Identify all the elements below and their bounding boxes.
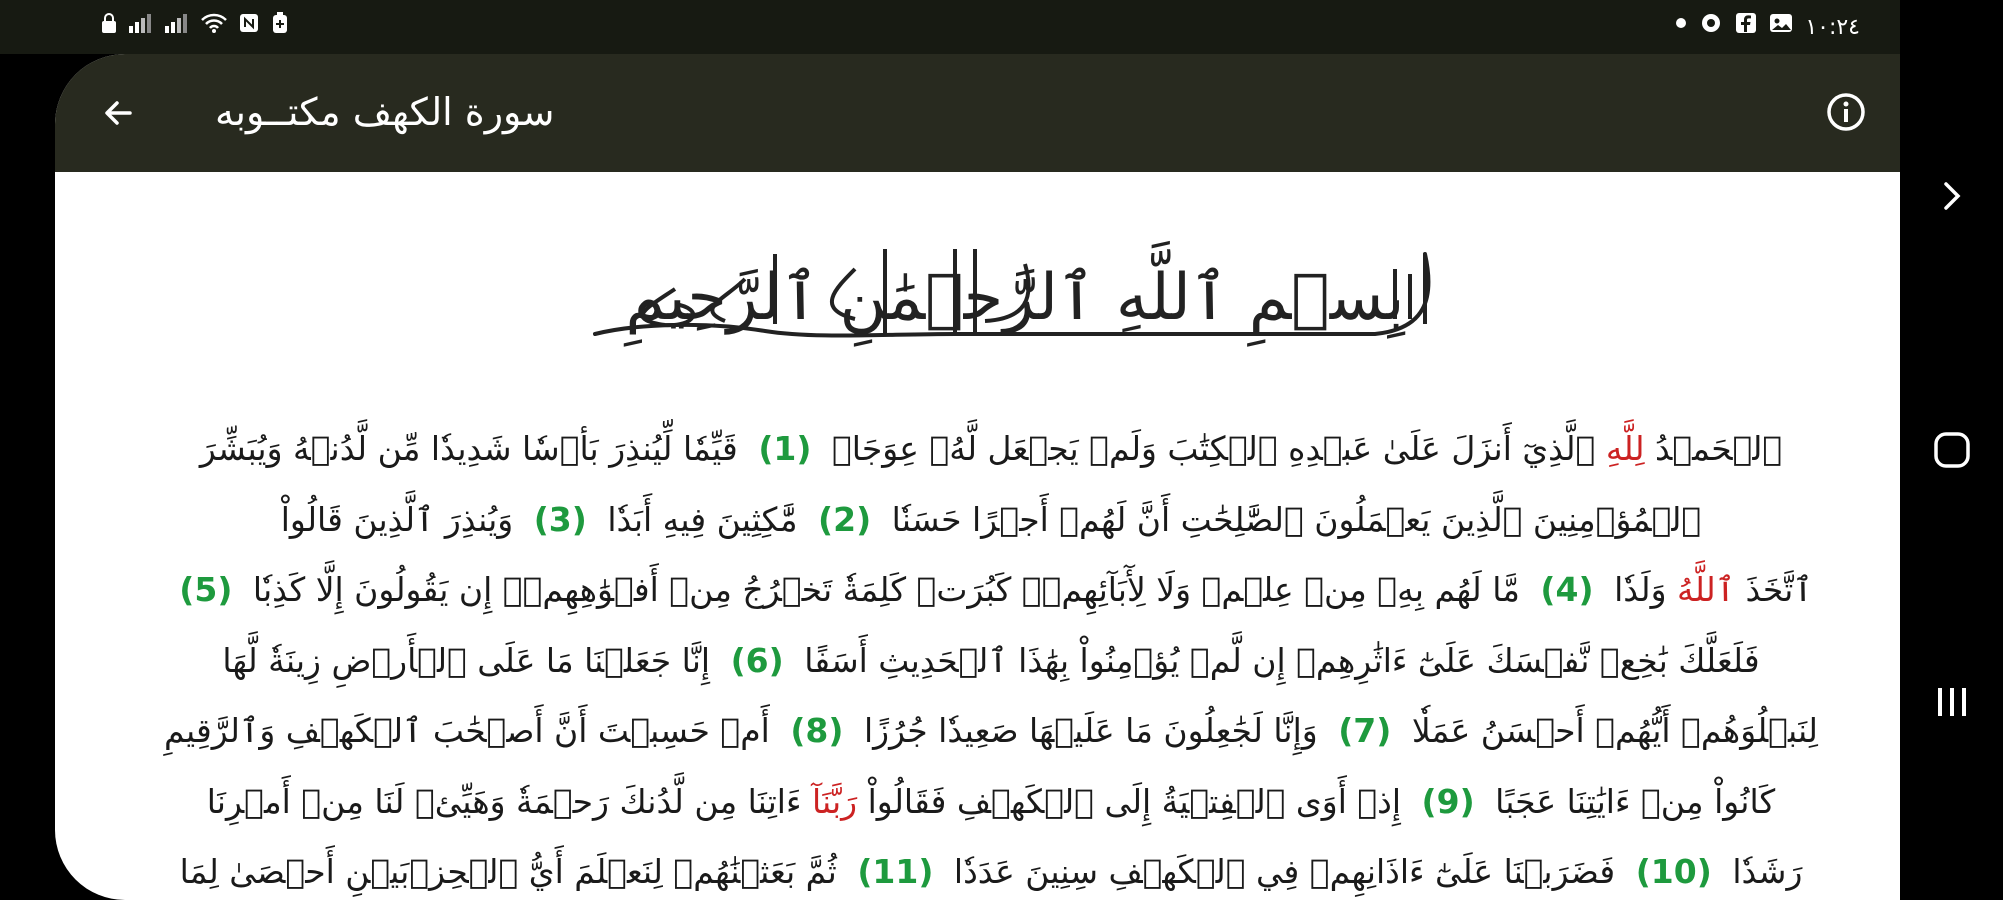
verse-number: (8) (790, 711, 844, 750)
verse-text-segment: وَيُنذِرَ ٱلَّذِينَ قَالُواْ (280, 499, 524, 539)
home-square-icon (1930, 428, 1974, 472)
battery-saver-icon (270, 12, 290, 43)
verse-number: (6) (730, 640, 784, 680)
verse-number: (2) (818, 499, 872, 539)
verse-line (81, 767, 1900, 838)
verse-number: (4) (1540, 570, 1594, 609)
verse-number: (3) (533, 499, 587, 539)
nfc-icon (238, 12, 260, 43)
verse-text-segment: مَّا لَهُم بِهِۦ مِنۡ عِلۡمٖ وَلَا لِأٓبَآئِهِمۡۚ كَبُرَتۡ كَلِمَةٗ تَخۡرُجُ مِنۡ أَفۡوَٰهِهِمۡۚ إِن يَقُولُونَ إِلَّا كَذِبٗا (242, 570, 1531, 609)
arrow-left-icon (100, 95, 136, 131)
verse-line (81, 555, 1900, 626)
verse-text-segment: رَشَدٗا (1721, 852, 1803, 891)
nav-home-button[interactable] (1922, 420, 1982, 480)
verse-number: (11) (857, 852, 934, 891)
page-title: سورة الكهف مكتــوبه (215, 90, 555, 134)
basmala-text: بِسۡمِ ٱللَّهِ ٱلرَّحۡمَٰنِ ٱلرَّحِيمِ (625, 261, 1405, 335)
verse-text-segment: لِنَبۡلُوَهُمۡ أَيُّهُمۡ أَحۡسَنُ عَمَلٗا (1401, 711, 1818, 750)
verses-text (81, 414, 1900, 900)
verse-line (81, 485, 1900, 556)
status-time: ١٠:٢٤ (1805, 14, 1860, 40)
verse-text-segment: كَانُواْ مِنۡ ءَايَٰتِنَا عَجَبًا (1484, 781, 1776, 821)
verse-text-segment: ٱلَّذِيٓ أَنزَلَ عَلَىٰ عَبۡدِهِ ٱلۡكِتَٰبَ وَلَمۡ يَجۡعَل لَّهُۥ عِوَجَاۜ (821, 429, 1606, 468)
basmala-art (555, 209, 1475, 369)
nav-recents-button[interactable] (1922, 672, 1982, 732)
divine-name: رَبَّنَآ (811, 781, 858, 821)
verse-number: (9) (1421, 781, 1475, 821)
wifi-icon (200, 12, 228, 43)
recents-icon (1930, 680, 1974, 724)
status-bar (0, 0, 1900, 54)
verse-line (81, 626, 1900, 697)
status-icons-right (1675, 12, 1860, 43)
divine-name: ٱللَّهُ (1677, 570, 1736, 609)
app-icon (1699, 12, 1723, 43)
verse-text-segment: إِذۡ أَوَى ٱلۡفِتۡيَةُ إِلَى ٱلۡكَهۡفِ فَقَالُواْ (857, 781, 1412, 821)
divine-name: لِلَّهِ (1605, 429, 1645, 468)
verse-text-segment: وَلَدٗا (1603, 570, 1678, 609)
status-icons-left (100, 12, 290, 43)
verse-text-segment: ٱلۡحَمۡدُ (1644, 429, 1783, 468)
verse-text-segment: وَإِنَّا لَجَٰعِلُونَ مَا عَلَيۡهَا صَعِيدٗا جُرُزًا (853, 711, 1329, 750)
verse-text-segment: ٱلۡمُؤۡمِنِينَ ٱلَّذِينَ يَعۡمَلُونَ ٱلصَّٰلِحَٰتِ أَنَّ لَهُمۡ أَجۡرًا حَسَنٗا (881, 499, 1702, 539)
nav-forward-button[interactable] (1922, 166, 1982, 226)
signal-icon (164, 12, 190, 43)
verse-number: (5) (179, 570, 233, 609)
verse-text-segment: فَلَعَلَّكَ بَٰخِعٞ نَّفۡسَكَ عَلَىٰٓ ءَاثَٰرِهِمۡ إِن لَّمۡ يُؤۡمِنُواْ بِهَٰذَا ٱلۡحَدِيثِ أَسَفًا (793, 640, 1760, 680)
verse-text-segment: ٱتَّخَذَ (1735, 570, 1813, 609)
verse-number: (1) (758, 429, 812, 468)
signal-icon (128, 12, 154, 43)
verse-text-segment: ثُمَّ بَعَثۡنَٰهُمۡ لِنَعۡلَمَ أَيُّ ٱلۡحِزۡبَيۡنِ أَحۡصَىٰ لِمَا (179, 852, 848, 891)
chevron-right-icon (1932, 176, 1972, 216)
dot-icon (1675, 12, 1687, 43)
back-button[interactable] (93, 88, 143, 138)
verse-text-segment: أَمۡ حَسِبۡتَ أَنَّ أَصۡحَٰبَ ٱلۡكَهۡفِ وَٱلرَّقِيمِ (164, 711, 781, 750)
verse-text-segment: مَّٰكِثِينَ فِيهِ أَبَدٗا (596, 499, 809, 539)
verse-text-segment: إِنَّا جَعَلۡنَا مَا عَلَى ٱلۡأَرۡضِ زِينَةٗ لَّهَا (222, 640, 721, 680)
info-button[interactable] (1824, 90, 1868, 134)
verse-line (81, 414, 1900, 485)
verse-text-segment: قَيِّمٗا لِّيُنذِرَ بَأۡسٗا شَدِيدٗا مِّن لَّدُنۡهُ وَيُبَشِّرَ (199, 429, 749, 468)
app-screen (55, 54, 1900, 900)
verse-number: (10) (1635, 852, 1712, 891)
facebook-icon (1735, 12, 1757, 43)
system-nav-bar (1900, 0, 2003, 900)
verse-number: (7) (1338, 711, 1392, 750)
verse-text-segment: ءَاتِنَا مِن لَّدُنكَ رَحۡمَةٗ وَهَيِّئۡ لَنَا مِنۡ أَمۡرِنَا (206, 781, 812, 821)
verse-line (81, 696, 1900, 767)
lock-icon (100, 12, 118, 43)
basmala-calligraphy (555, 209, 1475, 369)
app-bar (55, 54, 1900, 172)
verse-line (81, 837, 1900, 900)
info-icon (1825, 91, 1867, 133)
gallery-icon (1769, 12, 1793, 43)
verse-text-segment: فَضَرَبۡنَا عَلَىٰٓ ءَاذَانِهِمۡ فِي ٱلۡكَهۡفِ سِنِينَ عَدَدٗا (943, 852, 1626, 891)
